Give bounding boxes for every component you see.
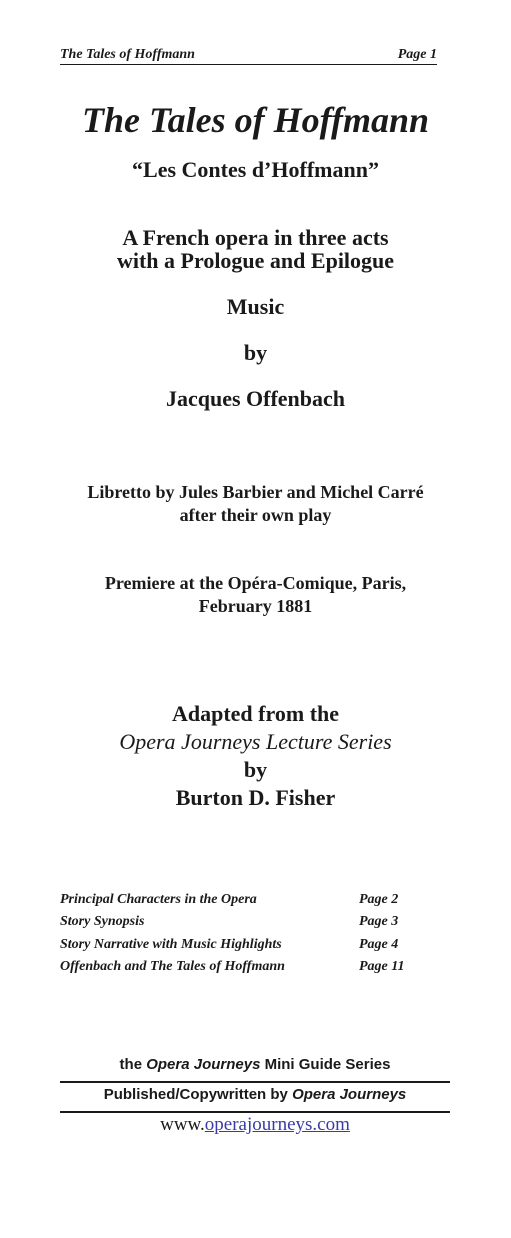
toc-entry-title: Story Narrative with Music Highlights — [60, 936, 282, 952]
toc-entry-page: Page 3 — [359, 914, 399, 930]
table-of-contents — [60, 889, 440, 978]
website-prefix: www. — [160, 1114, 205, 1135]
series-name: Opera Journeys — [146, 1056, 261, 1073]
toc-entry-page: Page 11 — [359, 958, 405, 974]
french-title: “Les Contes d’Hoffmann” — [132, 157, 379, 182]
running-header-title: The Tales of Hoffmann — [60, 47, 195, 62]
description-line-2: with a Prologue and Epilogue — [116, 248, 395, 273]
adaptation-credit — [0, 700, 511, 812]
page-title: The Tales of Hoffmann — [81, 100, 430, 140]
libretto-line-1: Libretto by Jules Barbier and Michel Carré — [87, 482, 424, 502]
toc-row[interactable] — [60, 889, 440, 911]
publisher-name: Opera Journeys — [292, 1086, 407, 1103]
series-suffix: Mini Guide Series — [264, 1056, 391, 1073]
series-prefix: the — [119, 1056, 143, 1073]
toc-entry-title: Offenbach and The Tales of Hoffmann — [60, 958, 285, 974]
footer-divider-top — [60, 1081, 450, 1083]
by-label: by — [243, 340, 268, 365]
libretto-line-2: after their own play — [179, 505, 332, 525]
adapted-by-label: by — [243, 757, 268, 782]
website-url — [60, 1113, 450, 1137]
opera-description — [0, 226, 511, 272]
lecture-series-name: Opera Journeys Lecture Series — [119, 729, 392, 754]
author-name: Burton D. Fisher — [175, 785, 336, 810]
premiere-line-2: February 1881 — [198, 596, 313, 616]
premiere-info — [0, 572, 511, 618]
premiere-line-1: Premiere at the Opéra-Comique, Paris, — [104, 573, 407, 593]
toc-entry-title: Story Synopsis — [60, 914, 145, 930]
running-header — [60, 46, 437, 65]
toc-entry-title: Principal Characters in the Opera — [60, 892, 257, 907]
running-header-page-number: Page 1 — [397, 47, 437, 62]
published-prefix: Published/Copywritten by — [103, 1086, 288, 1103]
series-credit — [60, 1054, 450, 1076]
composer-name: Jacques Offenbach — [165, 386, 346, 411]
toc-row[interactable] — [60, 956, 440, 978]
music-label: Music — [226, 294, 285, 319]
libretto-credit — [0, 481, 511, 527]
toc-entry-page: Page 4 — [359, 936, 399, 952]
adapted-line-1: Adapted from the — [171, 701, 340, 726]
publisher-credit — [60, 1084, 450, 1106]
toc-entry-page: Page 2 — [359, 892, 399, 907]
website-link[interactable]: operajourneys.com — [204, 1114, 350, 1135]
toc-row[interactable] — [60, 911, 440, 933]
description-line-1: A French opera in three acts — [122, 225, 389, 250]
toc-row[interactable] — [60, 934, 440, 956]
